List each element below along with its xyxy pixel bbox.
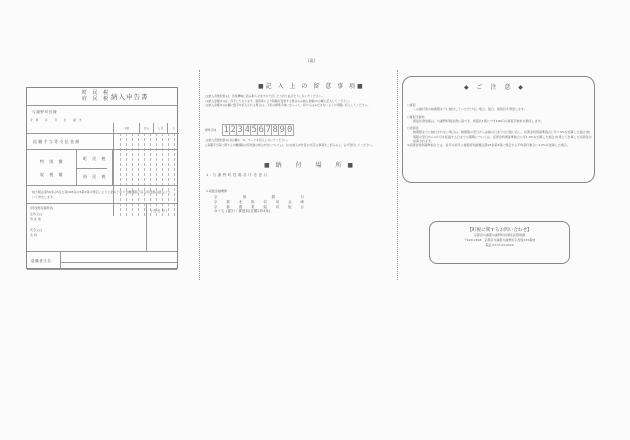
notice-text-fee: 督促状発送後は、与謝野町税条例に基づき、督促状1通につき100円の督促手数料を徴収します。 <box>413 118 544 123</box>
submission-date-field[interactable]: 令和 年 月 日 提出 <box>30 119 85 122</box>
grid-header-group: 人 員 <box>154 123 168 133</box>
tax-type-cells <box>77 150 113 186</box>
declaration-statement: 地方税法第50条の5及び第328条の5第2項の規定により上記のとおり分離課税に係る所得割の納入について申告します。 <box>27 186 177 204</box>
retiree-name-row[interactable] <box>27 252 177 270</box>
special-collection-row <box>27 150 177 186</box>
notice-text-late-charge: 納期限までに納付されない場合は、納期限の翌日から完納の日までの日数に応じ、延滞金特例基準割合に年7.3%を加算した割合(納期限の翌日から1か月を経過する日までの期間については、延滞金特例基準割合に年1.0%を加算した割合)を乗じて計算した延滞金が加算されます。 <box>413 130 592 144</box>
grid-header-group: 百万 <box>140 123 154 133</box>
instructions-notes: ○[納入書通知書]は、営業機械に読み取らせますので汚したり折り曲げたりしないでください。 ○[納入金額(1)]は、印字してあります。過誤等により税額を変更する場合のみ納入金額(2)の欄に記入してください。 ○[納入金額(2)]の欄に数字を記入される場合は、下記の標準字体にならって、枠からはみださないように明瞭に記入してください。 <box>205 94 371 108</box>
notice-title: ◆ ご 注 意 ◆ <box>464 84 526 91</box>
contact-address: 〒629-2498 京都府与謝郡与謝野町字加悦433番地 <box>463 238 536 242</box>
retirement-amount-label: 退職手当等支払金額 <box>33 139 81 144</box>
payment-place-2: 2.取扱金融機関 <box>206 189 227 193</box>
contact-title: 【町税に関するお問い合わせ】 <box>467 228 532 233</box>
perforation-line-left <box>199 70 200 280</box>
prefecture-tax-title: 府 民 税 <box>82 96 111 102</box>
standard-digit-sample <box>205 124 294 136</box>
perforation-line-right <box>397 70 398 280</box>
retiree-name-line <box>61 262 177 263</box>
sample-digits: 1 2 3 4 5 6 7 8 9 0 <box>223 125 293 135</box>
town-tax-title: 町 民 税 <box>82 90 111 96</box>
contact-phone: 電話 0772-43-9020 <box>485 243 514 247</box>
grid-header-group: 千億 <box>114 123 140 133</box>
tax-declaration-form <box>26 87 178 269</box>
notice-body <box>407 100 592 148</box>
grid-header-group: 人 <box>172 127 176 130</box>
instructions-notes-2: ○[納入書通知書]の余白欄に「¥」マークを記入しないでください。 ○退職手当等に関する分離課税の所得割の納入申告については、左の[納入申告書]に所定の事項をご記入の上、必ず送付してください。 <box>205 138 375 147</box>
sample-label: 標準字体 <box>205 128 217 132</box>
bank-list <box>214 195 304 214</box>
payment-place-1: 1.与謝野町役場各庁舎窓口 <box>206 173 269 177</box>
notice-heading-reminder: ○督促 <box>407 103 416 107</box>
town-tax-label: 町 民 税 <box>83 156 108 161</box>
notice-text-reminder: この納付書の納期限までに納付していただけない場合、後日、督促状を発送します。 <box>413 107 527 112</box>
contact-dept: 京都府与謝郡与謝野町役場住民環境課 <box>473 233 525 237</box>
form-title-taxes <box>82 90 110 102</box>
payment-places-title: ■納 付 場 所■ <box>264 162 360 169</box>
instructions-title: ■記 入 上 の 留 意 事 項■ <box>258 83 365 90</box>
contact-box <box>429 221 570 264</box>
bank-kyoto: 京 都 銀 行 <box>214 195 304 199</box>
retiree-name-label: 退職者氏名 <box>27 252 61 269</box>
retirement-amount-row <box>27 133 177 150</box>
notice-footnote: ※延滞金特例基準割合とは、各年の前年に租税特別措置法第93条第2項に規定する平均貸付割合に1.0%を加算した割合。 <box>407 143 570 148</box>
prefecture-tax-label: 府 民 税 <box>83 174 108 179</box>
special-collection-label: 特 別 徴 収 税 額 <box>27 150 77 186</box>
page-side-mark: (裏) <box>308 58 316 63</box>
reception-stamp-area: (受付印) <box>151 209 169 213</box>
bank-ja-kyoto: 京 都 農 業 協 同 組 合 <box>214 204 304 209</box>
notice-heading-late-charge: ○延滞金 <box>407 126 419 131</box>
form-title-main: 納入申告書 <box>111 93 149 101</box>
payer-info-field[interactable]: (特別徴収義務者) 住所又は 所 在 地 氏名又は 名 称 <box>27 204 147 252</box>
bank-kyoto-hokuto: 京 都 北 都 信 用 金 庫 <box>214 199 304 204</box>
bank-japan-post: ゆうちょ銀行・郵便局(近畿2府4県) <box>214 209 271 214</box>
notice-heading-fee: ○督促手数料 <box>407 114 425 119</box>
form-title-row <box>27 88 177 106</box>
addressee: 与謝野町長様 <box>32 110 58 114</box>
payer-row <box>27 204 177 252</box>
